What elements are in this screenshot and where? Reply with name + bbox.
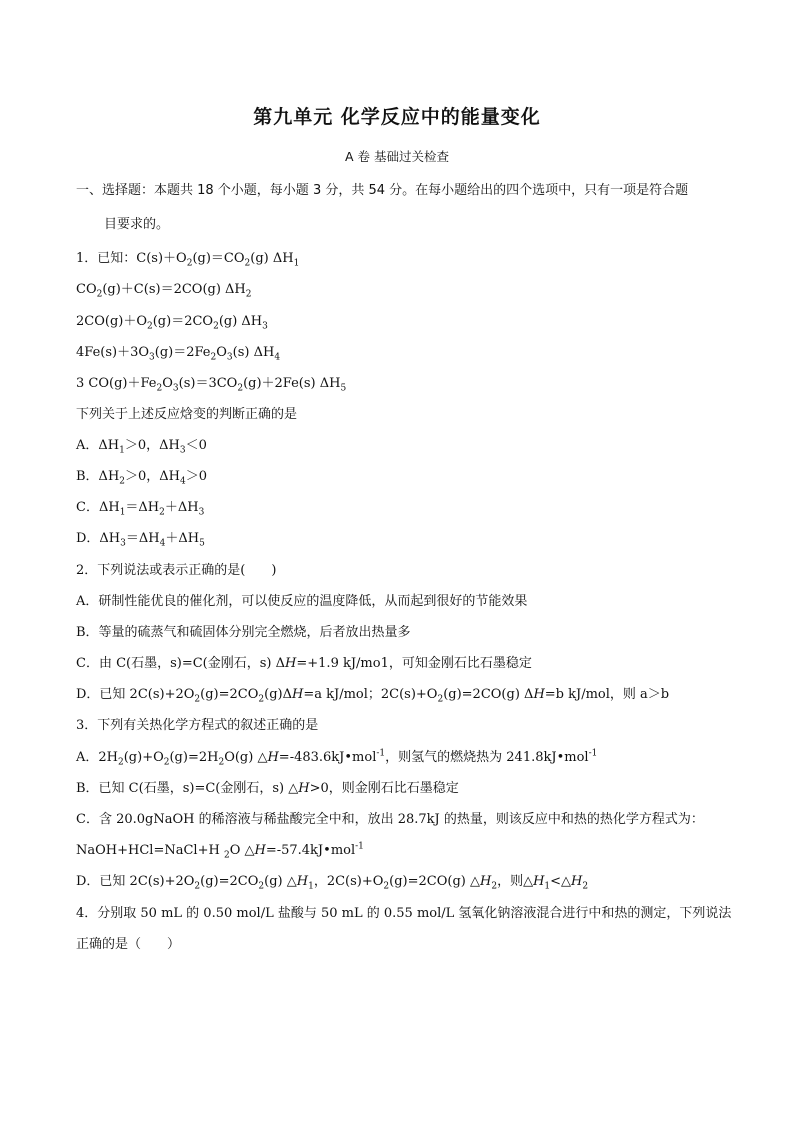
q1-eq4: $4Fe(s)+3O_3(g)=2Fe_2O_3(s)$ $\Delta H_4$	[76, 345, 281, 363]
q1-eq5: 3 $CO(g)+Fe_2O_3(s)=3CO_2(g)+2Fe(s)$ $\Delta H_5$	[76, 376, 347, 394]
q1-eq2: $CO_2(g)+C(s)=2CO(g)$ $\Delta H_2$	[76, 282, 252, 300]
page-title: 第九单元 化学反应中的能量变化	[253, 106, 541, 128]
section-intro-line2: 目要求的。	[104, 217, 170, 232]
q2-option-a: A．研制性能优良的催化剂，可以使反应的温度降低，从而起到很好的节能效果	[76, 594, 528, 609]
q3-option-c-equation: NaOH+HCl=NaCl+H $_2$O △H=-57.4kJ•mol$^{-1}$	[76, 841, 364, 861]
q1-eq3: $2CO(g)+O_2(g)=2CO_2(g)$ $\Delta H_3$	[76, 314, 268, 332]
q1-option-d: D．$\Delta H_3=\Delta H_4+\Delta H_5$	[76, 531, 205, 549]
q2-stem: 2．下列说法或表示正确的是( )	[76, 563, 277, 578]
page-subtitle: A 卷 基础过关检查	[345, 149, 449, 164]
q1-option-b: B．$\Delta H_2>0$，$\Delta H_4>0$	[76, 469, 208, 487]
q4-stem-line2: 正确的是（ ）	[76, 937, 181, 952]
q4-stem-line1: 4．分别取 50 mL 的 0.50 mol/L 盐酸与 50 mL 的 0.55 mol/L 氢氧化钠溶液混合进行中和热的测定，下列说法	[76, 906, 732, 921]
q1-stem: 1．已知：	[76, 251, 137, 266]
q3-stem: 3．下列有关热化学方程式的叙述正确的是	[76, 718, 319, 733]
q3-option-c: C．含 20.0gNaOH 的稀溶液与稀盐酸完全中和，放出 28.7kJ 的热量，则该反应中和热的热化学方程式为：	[76, 812, 704, 827]
q3-option-b: B．已知 C(石墨，s)=C(金刚石，s) △H>0，则金刚石比石墨稳定	[76, 781, 459, 796]
q1-prompt: 下列关于上述反应焓变的判断正确的是	[76, 407, 298, 422]
q1-option-c: C．$\Delta H_1=\Delta H_2+\Delta H_3$	[76, 500, 205, 518]
q2-option-c: C．由 C(石墨，s)=C(金刚石，s) ΔH=+1.9 kJ/mo1，可知金刚石比石墨稳定	[76, 656, 532, 671]
q1-option-a: A．$\Delta H_1>0$，$\Delta H_3<0$	[76, 438, 207, 456]
q2-option-b: B．等量的硫蒸气和硫固体分别完全燃烧，后者放出热量多	[76, 625, 411, 640]
section-intro-line1: 一、选择题：本题共 18 个小题，每小题 3 分，共 54 分。在每小题给出的四个选项中，只有一项是符合题	[76, 183, 689, 198]
q3-option-a: A．$2H_2(g)+O_2(g)=2H_2O(g)$ △H=-483.6kJ•mol$^{-1}$，则氢气的燃烧热为 241.8kJ•mol$^{-1}$	[76, 748, 598, 768]
q2-option-d: D．已知 $2C(s)+2O_2(g)=2CO_2(g)\Delta H=a$ kJ/mol；$2C(s)+O_2(g)=2CO(g)$ ΔH=b kJ/mol，则 a＞b	[76, 687, 670, 705]
q3-option-d: D．已知 $2C(s)+2O_2(g)=2CO_2(g)$ $\triangle H_1$，$2C(s)+O_2(g)=2CO(g)$ $\triangle H_2$，则$\triangle H_1<\triangle H_2$	[76, 874, 589, 892]
q1-line1: 1．已知：$C(s)+O_2(g)=CO_2(g)$ $\Delta H_1$	[76, 251, 300, 269]
